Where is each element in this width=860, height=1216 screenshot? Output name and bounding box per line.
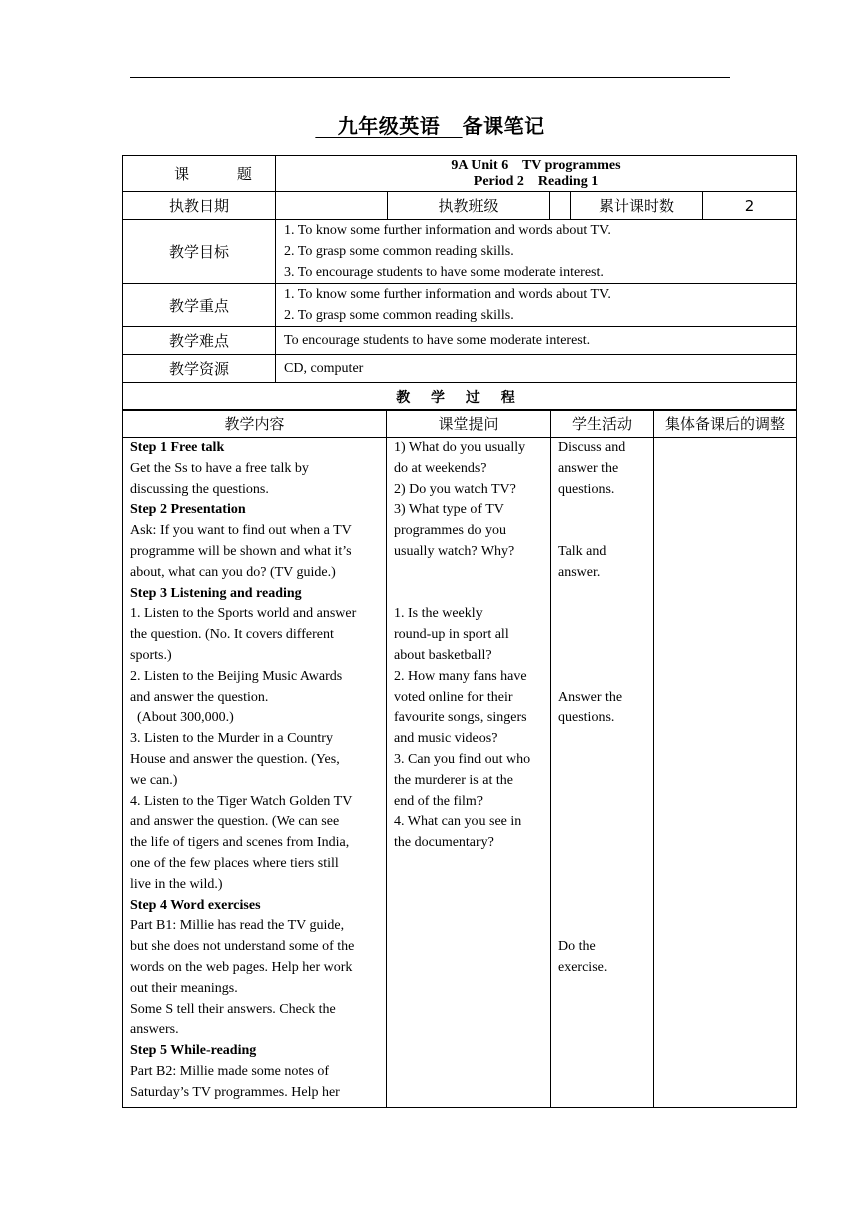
content-line: Part B2: Millie made some notes of bbox=[130, 1063, 330, 1079]
content-line: House and answer the question. (Yes, bbox=[130, 751, 340, 767]
resources-value: CD, computer bbox=[276, 355, 797, 383]
question-line: do at weekends? bbox=[394, 460, 487, 476]
question-line: round-up in sport all bbox=[394, 627, 509, 643]
content-line: and answer the question. bbox=[130, 689, 269, 705]
question-line: 3) What type of TV bbox=[394, 502, 504, 518]
question-line: 1) What do you usually bbox=[394, 440, 526, 455]
activity-line bbox=[558, 854, 649, 875]
question-line: the murderer is at the bbox=[394, 772, 513, 788]
content-line: about, what can you do? (TV guide.) bbox=[130, 564, 336, 580]
question-line: usually watch? Why? bbox=[394, 543, 515, 559]
focus-cell bbox=[276, 284, 797, 327]
difficulty-label: 教学难点 bbox=[123, 327, 276, 355]
teaching-process-table bbox=[122, 409, 797, 1108]
focus-label: 教学重点 bbox=[123, 284, 276, 327]
question-line: voted online for their bbox=[394, 689, 513, 705]
question-line bbox=[394, 563, 546, 584]
content-line: (About 300,000.) bbox=[130, 710, 234, 726]
content-line: but she does not understand some of the bbox=[130, 939, 355, 955]
resources-label: 教学资源 bbox=[123, 355, 276, 383]
content-line: sports.) bbox=[130, 647, 172, 663]
activity-line bbox=[558, 771, 649, 792]
activity-line bbox=[558, 667, 649, 688]
hours-value: 2 bbox=[703, 192, 797, 220]
focus-item: 2. To grasp some common reading skills. bbox=[284, 308, 514, 323]
activity-line bbox=[558, 916, 649, 937]
content-line: and answer the question. (We can see bbox=[130, 814, 340, 830]
question-line: the documentary? bbox=[394, 835, 494, 851]
difficulty-value: To encourage students to have some moderate interest. bbox=[276, 327, 797, 355]
class-label: 执教班级 bbox=[388, 192, 550, 220]
activity-line bbox=[558, 646, 649, 667]
date-value bbox=[276, 192, 388, 220]
activity-line: questions. bbox=[558, 481, 615, 497]
question-line: 2. How many fans have bbox=[394, 668, 527, 684]
topic-cell bbox=[276, 156, 797, 192]
content-line: 2. Listen to the Beijing Music Awards bbox=[130, 668, 343, 684]
activity-line bbox=[558, 500, 649, 521]
activity-line: Discuss and bbox=[558, 440, 626, 455]
step-heading: Step 2 Presentation bbox=[130, 502, 246, 518]
focus-item: 1. To know some further information and words about TV. bbox=[284, 287, 611, 302]
content-line: discussing the questions. bbox=[130, 481, 269, 497]
question-line: programmes do you bbox=[394, 523, 506, 539]
question-line: about basketball? bbox=[394, 647, 492, 663]
process-section-title: 教 学 过 程 bbox=[123, 383, 797, 411]
topic-label: 课 题 bbox=[174, 165, 252, 183]
topic-label-cell bbox=[123, 156, 276, 192]
content-line: the question. (No. It covers different bbox=[130, 627, 334, 643]
col-header-adjustment: 集体备课后的调整 bbox=[654, 410, 797, 438]
lesson-info-table bbox=[122, 155, 797, 411]
activity-line: answer. bbox=[558, 564, 601, 580]
page-title bbox=[0, 110, 860, 139]
activity-line bbox=[558, 896, 649, 917]
activity-line bbox=[558, 584, 649, 605]
question-line: 1. Is the weekly bbox=[394, 606, 483, 622]
adjustment-cell bbox=[654, 438, 797, 1108]
topic-line2: Period 2 Reading 1 bbox=[473, 173, 599, 189]
activity-line: Do the bbox=[558, 939, 596, 955]
hours-label: 累计课时数 bbox=[571, 192, 703, 220]
goal-item: 3. To encourage students to have some moderate interest. bbox=[284, 265, 604, 280]
activity-line bbox=[558, 812, 649, 833]
step-heading: Step 3 Listening and reading bbox=[130, 585, 302, 601]
activity-line: Answer the bbox=[558, 689, 623, 705]
activity-line: Talk and bbox=[558, 543, 607, 559]
content-line: words on the web pages. Help her work bbox=[130, 959, 353, 975]
class-value bbox=[550, 192, 571, 220]
title-notes: 备课笔记 bbox=[462, 114, 545, 138]
activity-line bbox=[558, 833, 649, 854]
col-header-questions: 课堂提问 bbox=[387, 410, 551, 438]
question-line: and music videos? bbox=[394, 731, 498, 747]
activity-line: answer the bbox=[558, 460, 619, 476]
content-line: Some S tell their answers. Check the bbox=[130, 1001, 336, 1017]
content-line: Ask: If you want to find out when a TV bbox=[130, 523, 352, 539]
header-rule bbox=[130, 77, 730, 78]
activity-line bbox=[558, 750, 649, 771]
question-line: favourite songs, singers bbox=[394, 710, 527, 726]
activity-line bbox=[558, 875, 649, 896]
content-line: answers. bbox=[130, 1022, 179, 1038]
step-heading: Step 4 Word exercises bbox=[130, 897, 261, 913]
goal-item: 1. To know some further information and words about TV. bbox=[284, 223, 611, 238]
question-line: 2) Do you watch TV? bbox=[394, 481, 516, 497]
activity-line: questions. bbox=[558, 710, 615, 726]
content-line: the life of tigers and scenes from India, bbox=[130, 835, 350, 851]
activity-line: exercise. bbox=[558, 959, 608, 975]
content-line: Saturday’s TV programmes. Help her bbox=[130, 1084, 340, 1100]
step-heading: Step 1 Free talk bbox=[130, 440, 225, 455]
question-line bbox=[394, 584, 546, 605]
topic-line1: 9A Unit 6 TV programmes bbox=[451, 157, 621, 173]
content-line: 1. Listen to the Sports world and answer bbox=[130, 606, 357, 622]
content-line: one of the few places where tiers still bbox=[130, 855, 339, 871]
question-line: end of the film? bbox=[394, 793, 484, 809]
question-line: 3. Can you find out who bbox=[394, 751, 531, 767]
content-line: 3. Listen to the Murder in a Country bbox=[130, 731, 333, 747]
date-label: 执教日期 bbox=[123, 192, 276, 220]
content-line: Part B1: Millie has read the TV guide, bbox=[130, 918, 345, 934]
content-line: we can.) bbox=[130, 772, 178, 788]
col-header-activity: 学生活动 bbox=[551, 410, 654, 438]
activity-line bbox=[558, 729, 649, 750]
student-activity-cell bbox=[551, 438, 654, 1108]
title-subject: 九年级英语 bbox=[315, 114, 463, 138]
content-line: programme will be shown and what it’s bbox=[130, 543, 352, 559]
question-line: 4. What can you see in bbox=[394, 814, 522, 830]
goals-label: 教学目标 bbox=[123, 220, 276, 284]
col-header-content: 教学内容 bbox=[123, 410, 387, 438]
teaching-content-cell bbox=[123, 438, 387, 1108]
content-line: out their meanings. bbox=[130, 980, 238, 996]
activity-line bbox=[558, 604, 649, 625]
goal-item: 2. To grasp some common reading skills. bbox=[284, 244, 514, 259]
step-heading: Step 5 While-reading bbox=[130, 1043, 257, 1059]
content-line: 4. Listen to the Tiger Watch Golden TV bbox=[130, 793, 353, 809]
activity-line bbox=[558, 521, 649, 542]
goals-cell bbox=[276, 220, 797, 284]
activity-line bbox=[558, 792, 649, 813]
class-questions-cell bbox=[387, 438, 551, 1108]
activity-line bbox=[558, 625, 649, 646]
content-line: live in the wild.) bbox=[130, 876, 223, 892]
content-line: Get the Ss to have a free talk by bbox=[130, 460, 309, 476]
